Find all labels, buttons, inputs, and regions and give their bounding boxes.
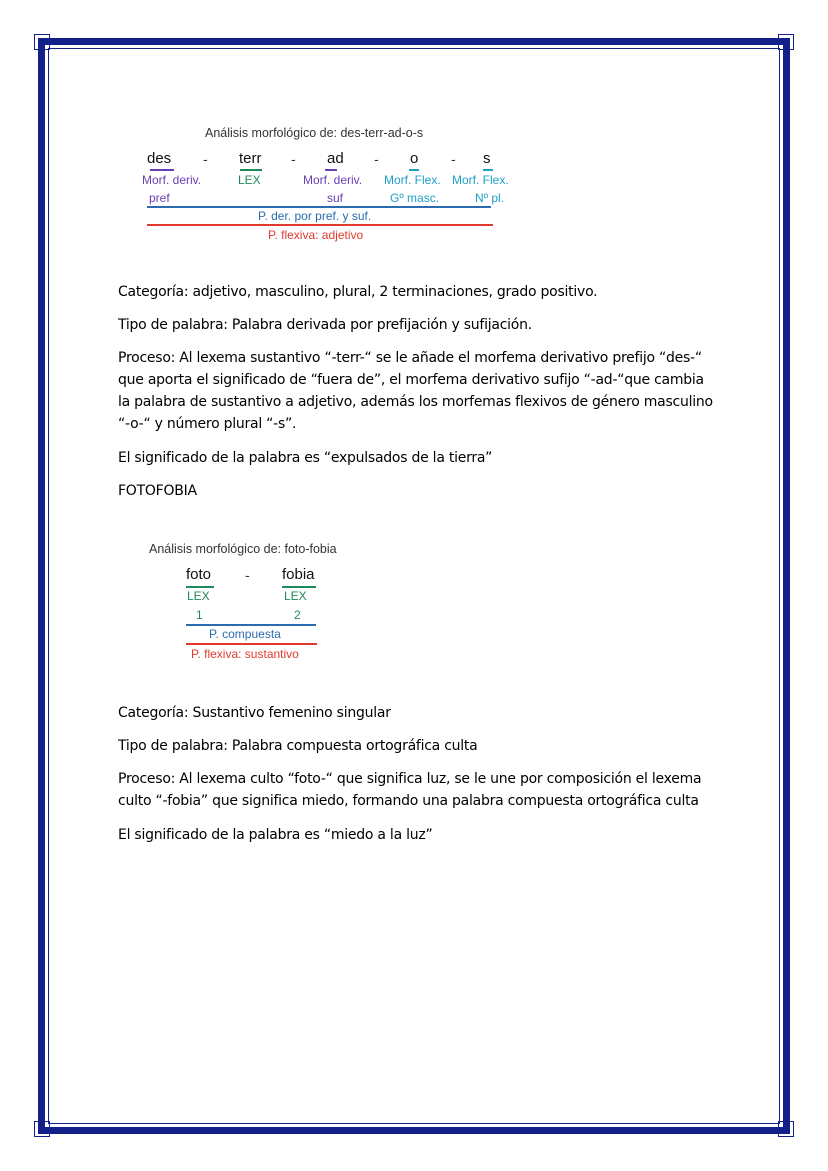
diagram-title: Análisis morfológico de: des-terr-ad-o-s: [205, 126, 424, 140]
tipo-text: Tipo de palabra: Palabra derivada por prefijación y sufijación.: [118, 317, 532, 333]
derivation-bar: [147, 206, 491, 208]
border-corner-top-right: [778, 34, 794, 50]
separator: -: [374, 151, 379, 167]
morpheme-underline: [186, 586, 214, 588]
separator: -: [291, 151, 296, 167]
page-border-inner: [48, 48, 780, 1124]
section-heading: FOTOFOBIA: [118, 483, 197, 499]
derivation-label: P. der. por pref. y suf.: [258, 209, 372, 223]
label-morf-deriv: Morf. deriv.: [303, 173, 363, 187]
separator: -: [245, 567, 250, 583]
flexion-bar: [186, 643, 317, 645]
morpheme-fobia: fobia: [282, 566, 315, 583]
morpheme-s: s: [483, 150, 491, 167]
composition-label: P. compuesta: [209, 627, 281, 641]
label-index-1: 1: [196, 608, 203, 622]
proceso-line-4: “-o-“ y número plural “-s”.: [118, 416, 297, 432]
label-lex: LEX: [284, 589, 307, 603]
morpheme-underline: [150, 169, 174, 171]
proceso-line-2: culto “-fobia” que significa miedo, formando una palabra compuesta ortográfica culta: [118, 793, 699, 809]
proceso-line-2: que aporta el significado de “fuera de”, el morfema derivativo sufijo “-ad-“que cambia: [118, 372, 704, 388]
label-lex: LEX: [187, 589, 210, 603]
morpheme-ad: ad: [327, 150, 344, 167]
label-numero: Nº pl.: [475, 191, 505, 205]
border-corner-bottom-right: [778, 1121, 794, 1137]
categoria-text: Categoría: adjetivo, masculino, plural, 2 terminaciones, grado positivo.: [118, 284, 598, 300]
label-pref: pref: [149, 191, 170, 205]
morpheme-underline: [409, 169, 419, 171]
label-morf-flex: Morf. Flex.: [452, 173, 509, 187]
label-suf: suf: [327, 191, 344, 205]
morpheme-underline: [240, 169, 262, 171]
morpheme-underline: [282, 586, 316, 588]
label-index-2: 2: [294, 608, 301, 622]
diagram-title: Análisis morfológico de: foto-fobia: [149, 542, 337, 556]
proceso-line-3: la palabra de sustantivo a adjetivo, además los morfemas flexivos de género masculino: [118, 394, 713, 410]
morpheme-des: des: [147, 150, 172, 167]
flexion-label: P. flexiva: sustantivo: [191, 647, 299, 661]
border-corner-bottom-left: [34, 1121, 50, 1137]
significado-text: El significado de la palabra es “expulsados de la tierra”: [118, 450, 493, 466]
tipo-text: Tipo de palabra: Palabra compuesta ortográfica culta: [118, 738, 478, 754]
label-lex: LEX: [238, 173, 261, 187]
categoria-text: Categoría: Sustantivo femenino singular: [118, 705, 391, 721]
separator: -: [203, 151, 208, 167]
morpheme-underline: [483, 169, 493, 171]
border-corner-top-left: [34, 34, 50, 50]
morpheme-underline: [325, 169, 337, 171]
composition-bar: [186, 624, 316, 626]
flexion-label: P. flexiva: adjetivo: [268, 228, 364, 242]
morpheme-foto: foto: [186, 566, 212, 583]
separator: -: [451, 151, 456, 167]
proceso-line-1: Proceso: Al lexema sustantivo “-terr-“ se le añade el morfema derivativo prefijo “des-“: [118, 350, 702, 366]
proceso-line-1: Proceso: Al lexema culto “foto-“ que significa luz, se le une por composición el lexema: [118, 771, 702, 787]
morpheme-terr: terr: [239, 150, 262, 167]
label-morf-flex: Morf. Flex.: [384, 173, 441, 187]
flexion-bar: [147, 224, 493, 226]
label-morf-deriv: Morf. deriv.: [142, 173, 202, 187]
label-genero: Gº masc.: [390, 191, 440, 205]
significado-text: El significado de la palabra es “miedo a la luz”: [118, 827, 433, 843]
morpheme-o: o: [410, 150, 419, 167]
